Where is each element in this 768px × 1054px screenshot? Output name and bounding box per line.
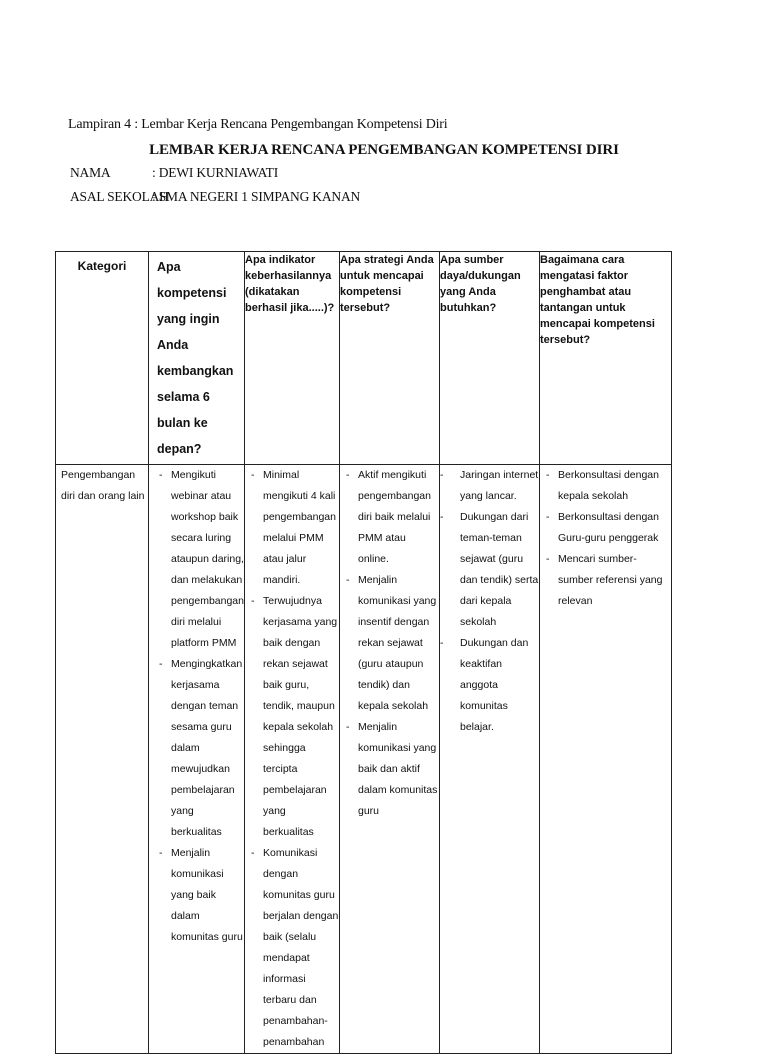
kompetensi-list: [149, 465, 244, 948]
kategori-cell: [56, 465, 149, 1054]
list-item: - Aktif mengikuti pengembangan diri baik melalui PMM atau online.: [340, 465, 439, 570]
list-item: - Menjalin komunikasi yang insentif dengan rekan sejawat (guru ataupun tendik) dan kepala sekolah: [340, 570, 439, 717]
table-row: [56, 465, 672, 1054]
list-item: - Dukungan dan keaktifan anggota komunitas belajar.: [440, 633, 539, 738]
header-hambatan: Bagaimana cara mengatasi faktor penghambat atau tantangan untuk mencapai kompetensi tersebut?: [540, 252, 672, 465]
sumber-cell: [440, 465, 540, 1054]
list-item: - Berkonsultasi dengan kepala sekolah: [540, 465, 671, 507]
list-item: - Mengingkatkan kerjasama dengan teman sesama guru dalam mewujudkan pembelajaran yang berkualitas: [149, 654, 244, 843]
header-indikator: Apa indikator keberhasilannya (dikatakan berhasil jika.....)?: [245, 252, 340, 465]
kompetensi-cell: [149, 465, 245, 1054]
list-item: - Minimal mengikuti 4 kali pengembangan melalui PMM atau jalur mandiri.: [245, 465, 339, 591]
strategi-list: [340, 465, 439, 822]
sumber-list: [440, 465, 539, 738]
school-value: : SMA NEGERI 1 SIMPANG KANAN: [152, 189, 361, 204]
name-value: : DEWI KURNIAWATI: [152, 165, 278, 180]
name-label: NAMA: [70, 165, 111, 180]
list-item: - Komunikasi dengan komunitas guru berjalan dengan baik (selalu mendapat informasi terbaru dan penambahan-penambahan: [245, 843, 339, 1053]
indikator-cell: [245, 465, 340, 1054]
list-item: - Menjalin komunikasi yang baik dan aktif dalam komunitas guru: [340, 717, 439, 822]
name-row: [70, 165, 278, 181]
list-item: - Jaringan internet yang lancar.: [440, 465, 539, 507]
list-item: - Mencari sumber-sumber referensi yang relevan: [540, 549, 671, 612]
header-strategi: Apa strategi Anda untuk mencapai kompetensi tersebut?: [340, 252, 440, 465]
document-title: LEMBAR KERJA RENCANA PENGEMBANGAN KOMPETENSI DIRI: [149, 142, 619, 158]
school-row: [70, 189, 360, 205]
table-header-row: [56, 252, 672, 465]
school-label: ASAL SEKOLAH: [70, 189, 169, 204]
strategi-cell: [340, 465, 440, 1054]
list-item: - Terwujudnya kerjasama yang baik dengan rekan sejawat baik guru, tendik, maupun kepala sekolah sehingga tercipta pembelajaran yang berkualitas: [245, 591, 339, 843]
hambatan-list: [540, 465, 671, 612]
header-sumber: Apa sumber daya/dukungan yang Anda butuhkan?: [440, 252, 540, 465]
indikator-list: [245, 465, 339, 1053]
hambatan-cell: [540, 465, 672, 1054]
list-item: - Berkonsultasi dengan Guru-guru penggerak: [540, 507, 671, 549]
list-item: - Menjalin komunikasi yang baik dalam komunitas guru: [149, 843, 244, 948]
list-item: - Mengikuti webinar atau workshop baik secara luring ataupun daring, dan melakukan pengembangan diri melalui platform PMM: [149, 465, 244, 654]
kategori-text: Pengembangan diri dan orang lain: [61, 469, 145, 502]
attachment-caption: Lampiran 4 : Lembar Kerja Rencana Pengembangan Kompetensi Diri: [68, 117, 448, 132]
header-kategori: Kategori: [56, 252, 149, 465]
header-kompetensi: Apa kompetensi yang ingin Anda kembangkan selama 6 bulan ke depan?: [149, 252, 245, 465]
plan-table: [55, 251, 672, 1054]
list-item: - Dukungan dari teman-teman sejawat (guru dan tendik) serta dari kepala sekolah: [440, 507, 539, 633]
